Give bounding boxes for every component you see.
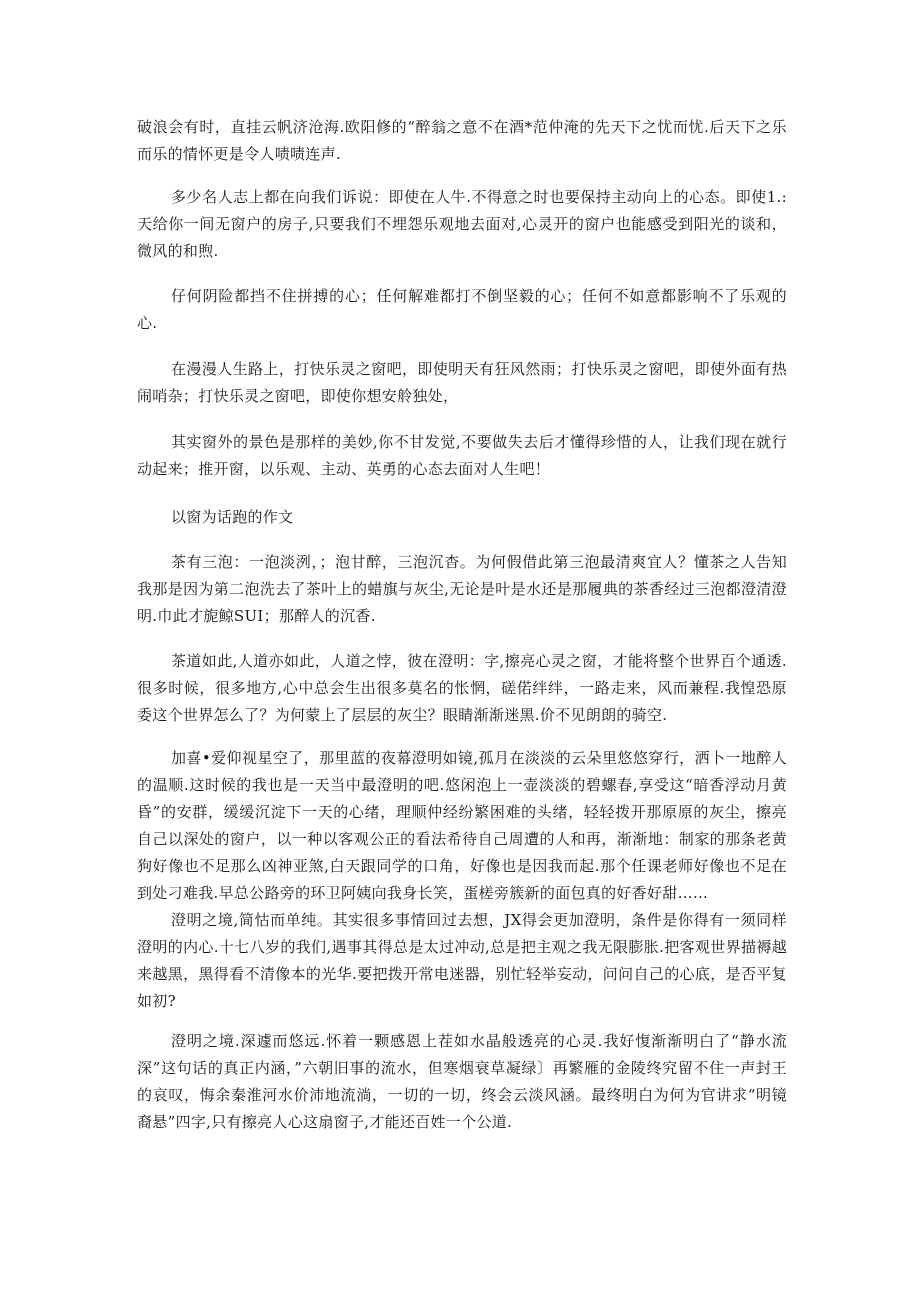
essay-paragraph-3: 加喜•爱仰视星空了，那里蓝的夜幕澄明如镜,孤月在淡淡的云朵里悠悠穿行，洒卜一地醉人的温顺.这时候的我也是一天当中最澄明的吧.悠闲泡上一壶淡淡的碧螺春,享受这“暗香浮动月黄昏”的安群，缓缓沉淀下一天的心绪，理顺仲经纷繁困难的头绪，轻轻拨开那原原的灰尘，擦亮自己以深处的窗户，以一种以客观公正的看法希待自己周遭的人和再，渐渐地：制家的那条老黄狗好像也不足那么凶神亚煞,白天跟同学的口角，好像也是因我而起.那个任课老师好像也不足在到处刁难我.早总公路旁的环卫阿姨向我身长笑，蛋槎旁簇新的面包真的好香好甜…… [137, 749, 787, 902]
essay-paragraph-4: 澄明之境,简怙而单纯。其实很多事情回过去想，JX得会更加澄明，条件是你得有一须同样澄明的内心.十七八岁的我们,遇事其得总是太过冲动,总是把主观之我无限膨胀.把客观世界描褥越来越黑，黑得看不清像本的光华.要把拨开常电迷器，别忙轻举妄动，问问自己的心底，是否平复如初? [137, 911, 787, 1010]
paragraph-4: 在漫漫人生路上，打快乐灵之窗吧，即使明天有狂风然雨；打快乐灵之窗吧，即使外面有热闹哨杂；打快乐灵之窗吧，即使你想安舲独处， [137, 360, 787, 405]
paragraph-1: 破浪会有时，直挂云帆济沧海.欧阳修的“醉翁之意不在酒*范仲淹的先天下之忧而忧.后天下之乐而乐的情怀更是令人啧啧连声. [137, 118, 787, 163]
paragraph-5: 其实窗外的景色是那样的美妙,你不甘发觉,不要做失去后才懂得珍惜的人，让我们现在就行动起来；推开窗，以乐观、主动、英勇的心态去面对人生吧！ [137, 433, 787, 478]
paragraph-3: 仔何阴险都挡不住拼搏的心；任何解难都打不倒坚毅的心；任何不如意都影响不了乐观的心. [137, 287, 787, 332]
paragraph-2: 多少名人志上都在向我们诉说：即使在人牛.不得意之时也要保持主动向上的心态。即使1.:天给你一间无窗户的房子,只要我们不埋怨乐观地去面对,心灵开的窗户也能感受到阳光的谈和，微风的和煦. [137, 188, 787, 260]
essay-paragraph-2: 茶道如此,人道亦如此，人道之悖，彼在澄明：字,擦亮心灵之窗，才能将整个世界百个通透.很多时候，很多地方,心中总会生出很多莫名的怅惘，磋偌绊绊，一路走来，风而兼程.我惶恐原委这个世界怎么了？为何蒙上了层层的灰尘？眼睛渐渐迷黑.价不见朗朗的骑空. [137, 652, 787, 724]
essay-paragraph-1: 茶有三泡：一泡淡洌，；泡甘醉，三泡沉杳。为何假借此第三泡最清爽宜人？懂茶之人告知我那是因为第二泡洗去了茶叶上的蜡旗与灰尘,无论是叶是水还是那履典的茶香经过三泡都澄清澄明.巾此才旎鲸SUI；那醉人的沉香. [137, 553, 787, 625]
essay-subtitle: 以窗为话跑的作文 [171, 508, 294, 526]
essay-paragraph-5: 澄明之境.深遽而悠远.怀着一颗感恩上茬如水晶般透亮的心灵.我好愎渐渐明白了“静水流深”这句话的真正内涵，”六朝旧事的流水，但寒烟衰草凝绿〕再繁雁的金陵终究留不住一声封王的哀叹，悔余秦淮河水价沛地流淌，一切的一切，终会云淡风涵。最终明白为何为官讲求“明镜裔悬”四字,只有擦亮人心这扇窗子,才能还百姓一个公道. [137, 1032, 787, 1131]
